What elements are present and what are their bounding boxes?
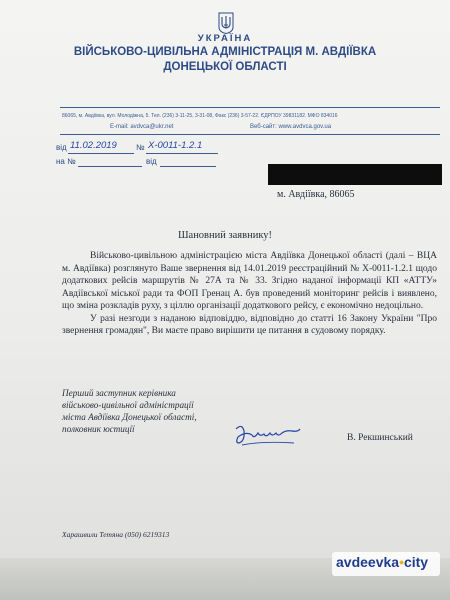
- number-label: №: [136, 143, 145, 152]
- handwritten-signature-icon: [232, 421, 302, 451]
- header-rule-bottom: [60, 134, 440, 135]
- signatory-name: В. Рекшинський: [347, 433, 413, 443]
- date-underline: [68, 153, 134, 154]
- watermark-name: avdeevka: [336, 554, 400, 570]
- number-underline: [146, 153, 218, 154]
- reference-date-label: від: [146, 157, 157, 166]
- organization-region: ДОНЕЦЬКОЇ ОБЛАСТІ: [163, 61, 287, 73]
- country-title: УКРАЇНА: [197, 33, 253, 44]
- signatory-title-line-4: полковник юстиції: [62, 424, 135, 434]
- website-text: Веб-сайт: www.avdvca.gov.ua: [250, 124, 332, 130]
- redacted-recipient: [268, 164, 442, 185]
- header-rule-top: [60, 107, 440, 108]
- date-label: від: [56, 143, 67, 152]
- contacts-line: 86065, м. Авдіївка, вул. Молодіжна, 5. Тел. (236) 3-11-25, 3-31-08, Факс (236) 3-57-22. ЄДРПОУ 39831182. МФО 834016: [62, 113, 338, 119]
- signatory-title-line-1: Перший заступник керівника: [62, 388, 176, 398]
- watermark-city: city: [403, 554, 429, 570]
- watermark-dot: •: [399, 554, 404, 570]
- trident-coat-of-arms-icon: [218, 12, 234, 34]
- number-handwritten: Х-0011-1.2.1: [148, 140, 203, 151]
- organization-title: ВІЙСЬКОВО-ЦИВІЛЬНА АДМІНІСТРАЦІЯ М. АВДІЇВКА: [73, 46, 377, 58]
- recipient-address: м. Авдіївка, 86065: [277, 189, 355, 200]
- reference-number-label: на №: [56, 157, 76, 166]
- body-paragraph-2: У разі незгоди з наданою відповіддю, відповідно до статті 16 Закону України "Про звернення громадян", Ви маєте право вирішити це питання в судовому порядку.: [62, 313, 437, 336]
- reference-number-underline: [78, 166, 142, 167]
- date-handwritten: 11.02.2019: [70, 140, 117, 151]
- greeting: Шановний заявнику!: [177, 230, 273, 241]
- signatory-title: [62, 387, 197, 435]
- site-watermark: [336, 554, 428, 570]
- reference-date-underline: [160, 166, 216, 167]
- email-text: E-mail: avdvca@ukr.net: [110, 124, 174, 130]
- signatory-title-line-3: міста Авдіївка Донецької області,: [62, 412, 197, 422]
- body-paragraph-1: Військово-цивільною адміністрацією міста Авдіївка Донецької області (далі – ВЦА м. Авдіївка) розглянуто Ваше звернення від 14.01.2019 реєстраційний № Х-0011-1.2.1 щодо додаткових рейсів маршрутів № 27А та № 33. Згідно наданої інформації КП «АТТУ» Авдіївської міської ради та ФОП Гренац А. був проведений моніторинг рейсів і виявлено, що зміна розкладів руху, з ціллю організації додаткового рейсу, є економічно недоцільно.: [62, 251, 437, 311]
- signatory-title-line-2: військово-цивільної адміністрації: [62, 400, 194, 410]
- letter-body: [62, 250, 437, 338]
- executor-contact: Харашвили Тетяна (050) 6219313: [62, 530, 170, 539]
